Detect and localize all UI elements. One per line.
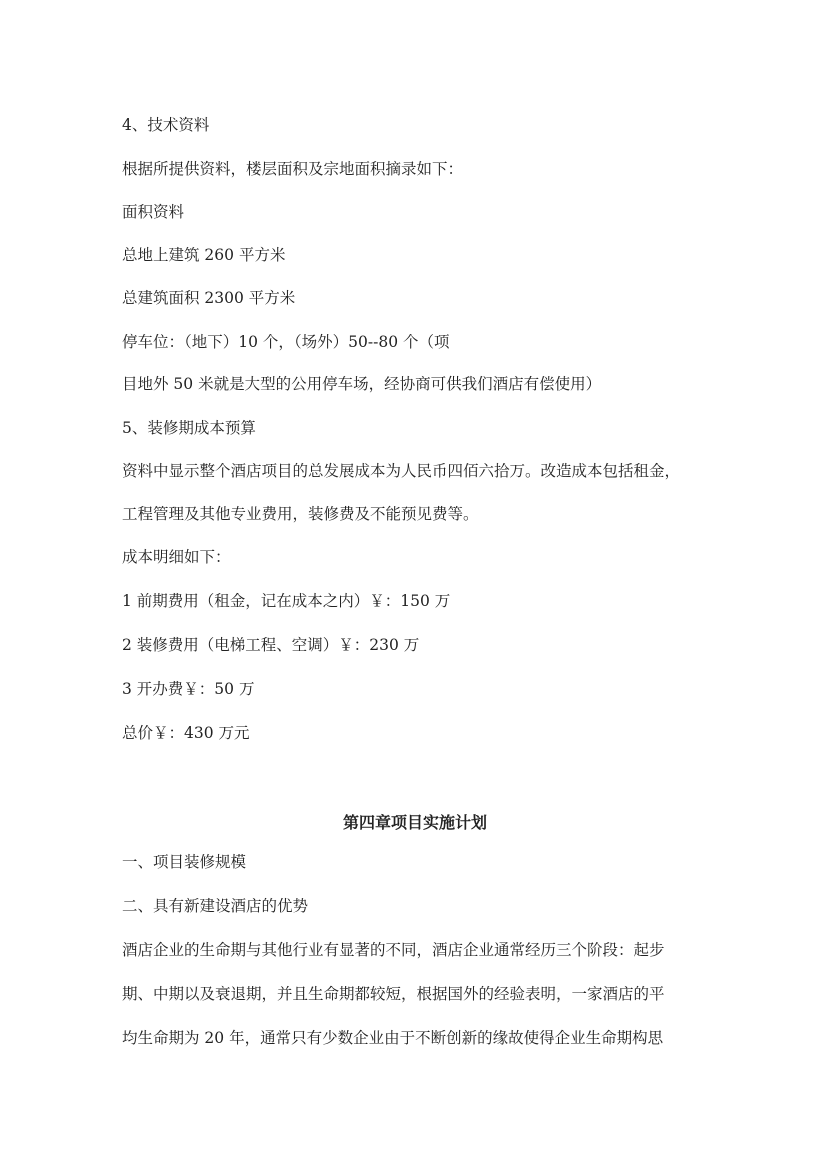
paragraph-line: 目地外 50 米就是大型的公用停车场，经协商可供我们酒店有偿使用） [122,375,602,393]
section-heading: 5、装修期成本预算 [122,419,256,437]
cost-item: 3 开办费￥：50 万 [122,680,255,698]
paragraph-line: 面积资料 [122,203,185,221]
cost-item: 2 装修费用（电梯工程、空调）￥：230 万 [122,636,420,654]
paragraph-line: 总地上建筑 260 平方米 [122,246,286,264]
section-heading: 4、技术资料 [122,116,210,134]
cost-total: 总价￥：430 万元 [122,724,250,742]
paragraph-line: 成本明细如下： [122,548,231,566]
paragraph-line: 期、中期以及衰退期，并且生命期都较短，根据国外的经验表明，一家酒店的平 [122,985,665,1003]
paragraph-line: 酒店企业的生命期与其他行业有显著的不同，酒店企业通常经历三个阶段：起步 [122,941,665,959]
chapter-title: 第四章项目实施计划 [342,813,487,832]
cost-item: 1 前期费用（租金，记在成本之内）￥：150 万 [122,592,451,610]
paragraph-line: 根据所提供资料，楼层面积及宗地面积摘录如下： [122,160,464,178]
paragraph-line: 停车位：（地下）10 个，（场外）50--80 个（项 [122,333,450,351]
section-heading: 二、具有新建设酒店的优势 [122,897,309,915]
paragraph-line: 均生命期为 20 年，通常只有少数企业由于不断创新的缘故使得企业生命期构思 [122,1029,664,1047]
paragraph-line: 工程管理及其他专业费用，装修费及不能预见费等。 [122,505,479,523]
paragraph-line: 资料中显示整个酒店项目的总发展成本为人民币四佰六拾万。改造成本包括租金， [122,462,681,480]
section-heading: 一、项目装修规模 [122,853,247,871]
paragraph-line: 总建筑面积 2300 平方米 [122,289,296,307]
